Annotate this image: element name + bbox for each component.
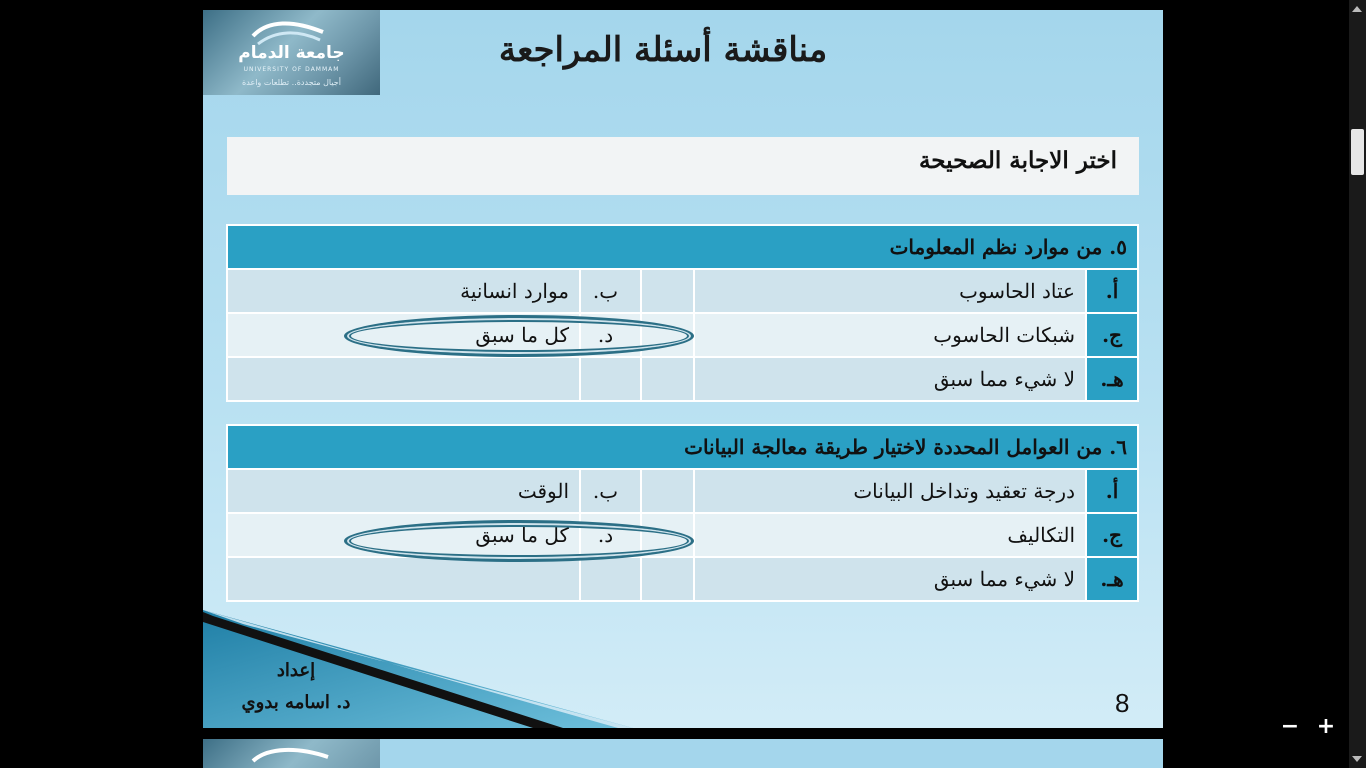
option-text: شبكات الحاسوب [694, 313, 1086, 357]
option-label: هـ. [1086, 357, 1138, 401]
empty-cell [641, 469, 694, 513]
logo-tagline: أجيال متجددة.. تطلعات واعدة [242, 78, 341, 87]
logo-arabic-text: جامعة الدمام [238, 43, 345, 63]
option-text [227, 357, 580, 401]
zoom-in-button[interactable]: + [1316, 714, 1336, 739]
empty-cell [641, 357, 694, 401]
option-text: عتاد الحاسوب [694, 269, 1086, 313]
answer-circle-q5 [344, 315, 694, 357]
vertical-scrollbar[interactable] [1349, 0, 1366, 768]
instruction-text: اختر الاجابة الصحيحة [918, 147, 1117, 174]
option-label: ب. [580, 269, 641, 313]
option-label: هـ. [1086, 557, 1138, 601]
table-row [227, 469, 1138, 513]
slide-title: مناقشة أسئلة المراجعة [498, 30, 828, 70]
table-row [227, 357, 1138, 401]
page-number: 8 [1115, 688, 1130, 718]
option-text: الوقت [227, 469, 580, 513]
option-label: د. [580, 313, 641, 357]
table-row [227, 269, 1138, 313]
university-logo [203, 10, 380, 95]
zoom-out-button[interactable]: − [1280, 714, 1300, 739]
question-table-5 [226, 224, 1139, 402]
question-heading: ٦. من العوامل المحددة لاختيار طريقة معالجة البيانات [227, 425, 1138, 469]
logo-english-text: UNIVERSITY OF DAMMAM [243, 66, 340, 73]
option-label [580, 357, 641, 401]
option-label: أ. [1086, 469, 1138, 513]
scroll-up-arrow-icon[interactable] [1352, 6, 1362, 12]
option-text: لا شيء مما سبق [694, 357, 1086, 401]
option-label: أ. [1086, 269, 1138, 313]
slide-page [203, 10, 1163, 728]
university-logo [203, 739, 380, 768]
question-heading: ٥. من موارد نظم المعلومات [227, 225, 1138, 269]
next-slide-preview[interactable] [203, 739, 1163, 768]
credit-line-1: إعداد [276, 660, 316, 681]
option-text: موارد انسانية [227, 269, 580, 313]
option-text: درجة تعقيد وتداخل البيانات [694, 469, 1086, 513]
answer-circle-q6 [344, 520, 694, 562]
option-label: د. [580, 513, 641, 557]
scroll-thumb[interactable] [1351, 129, 1364, 175]
option-text [227, 557, 580, 601]
empty-cell [641, 269, 694, 313]
option-label [580, 557, 641, 601]
option-text: كل ما سبق [227, 513, 580, 557]
option-label: ج. [1086, 513, 1138, 557]
instruction-box [227, 137, 1139, 195]
option-text: لا شيء مما سبق [694, 557, 1086, 601]
credit-line-2: د. اسامه بدوي [241, 692, 351, 713]
option-label: ب. [580, 469, 641, 513]
logo-wave-icon [203, 739, 380, 768]
option-text: كل ما سبق [227, 313, 580, 357]
table-row [227, 557, 1138, 601]
option-label: ج. [1086, 313, 1138, 357]
question-table-6 [226, 424, 1139, 602]
empty-cell [641, 557, 694, 601]
option-text: التكاليف [694, 513, 1086, 557]
scroll-down-arrow-icon[interactable] [1352, 756, 1362, 762]
